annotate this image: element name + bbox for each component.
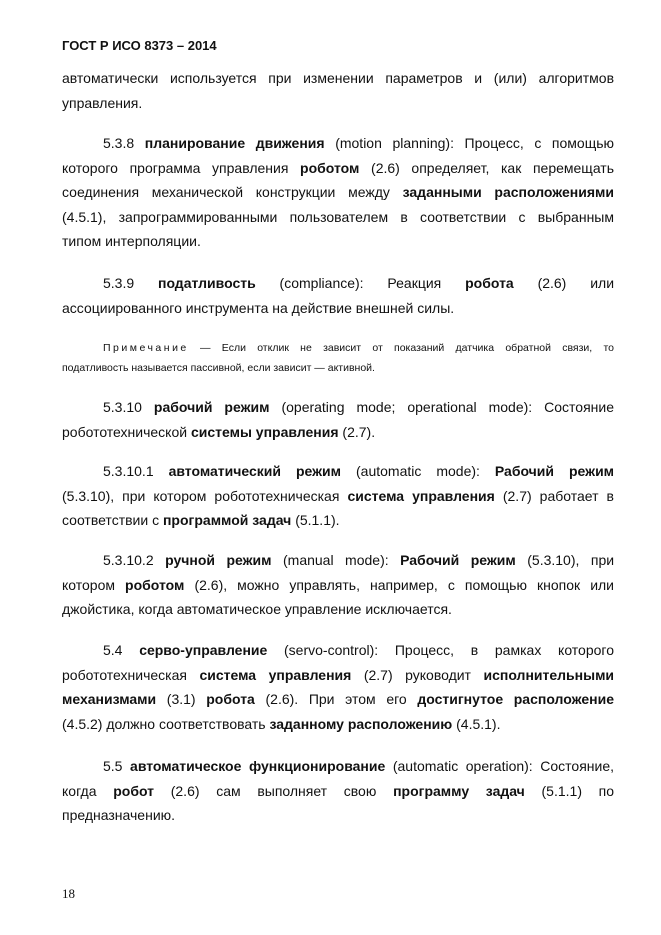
term: ручной режим — [165, 552, 272, 568]
clause-5-5: 5.5 автоматическое функционирование (automatic operation): Состояние, когда робот (2.6) сам выполняет свою программу задач (5.1.1) по предназначению. — [62, 758, 615, 823]
clause-5-3-10-1: 5.3.10.1 автоматический режим (automatic mode): Рабочий режим (5.3.10), при котором робототехническая система управления (2.7) работает в соответствии с программой задач (5.1.1). — [62, 463, 615, 528]
term: рабочий режим — [153, 399, 270, 415]
document-header: ГОСТ Р ИСО 8373 – 2014 — [62, 38, 217, 53]
term: серво-управление — [139, 642, 268, 658]
intro-paragraph: автоматически используется при изменении параметров и (или) алгоритмов управления. — [62, 70, 614, 111]
clause-5-3-10-2: 5.3.10.2 ручной режим (manual mode): Рабочий режим (5.3.10), при котором роботом (2.6), можно управлять, например, с помощью кнопок или джойстика, когда автоматическое управление исключается. — [62, 552, 615, 617]
page-number: 18 — [62, 886, 75, 901]
term: податливость — [157, 275, 256, 291]
term: автоматический режим — [168, 463, 342, 479]
term: планирование движения — [144, 135, 325, 151]
note-paragraph: Примечание — Если отклик не зависит от показаний датчика обратной связи, то податливость называется пассивной, если зависит — активной. — [62, 342, 614, 374]
clause-5-4: 5.4 серво-управление (servo-control): Процесс, в рамках которого робототехническая система управления (2.7) руководит исполнительными механизмами (3.1) робота (2.6). При этом его достигнутое расположение (4.5.2) должно соответствовать заданному расположению (4.5.1). — [62, 642, 615, 732]
clause-5-3-8: 5.3.8 планирование движения (motion planning): Процесс, с помощью которого программа управления роботом (2.6) определяет, как перемещать соединения механической конструкции между заданными расположениями (4.5.1), запрограммированными пользователем в соответствии с выбранным типом интерполяции. — [62, 135, 615, 249]
clause-5-3-9: 5.3.9 податливость (compliance): Реакция робота (2.6) или ассоциированного инструмента на действие внешней силы. — [62, 275, 615, 316]
note-label: Примечание — [103, 342, 189, 354]
term: автоматическое функционирование — [130, 758, 386, 774]
clause-5-3-10: 5.3.10 рабочий режим (operating mode; operational mode): Состояние робототехнической системы управления (2.7). — [62, 399, 615, 440]
